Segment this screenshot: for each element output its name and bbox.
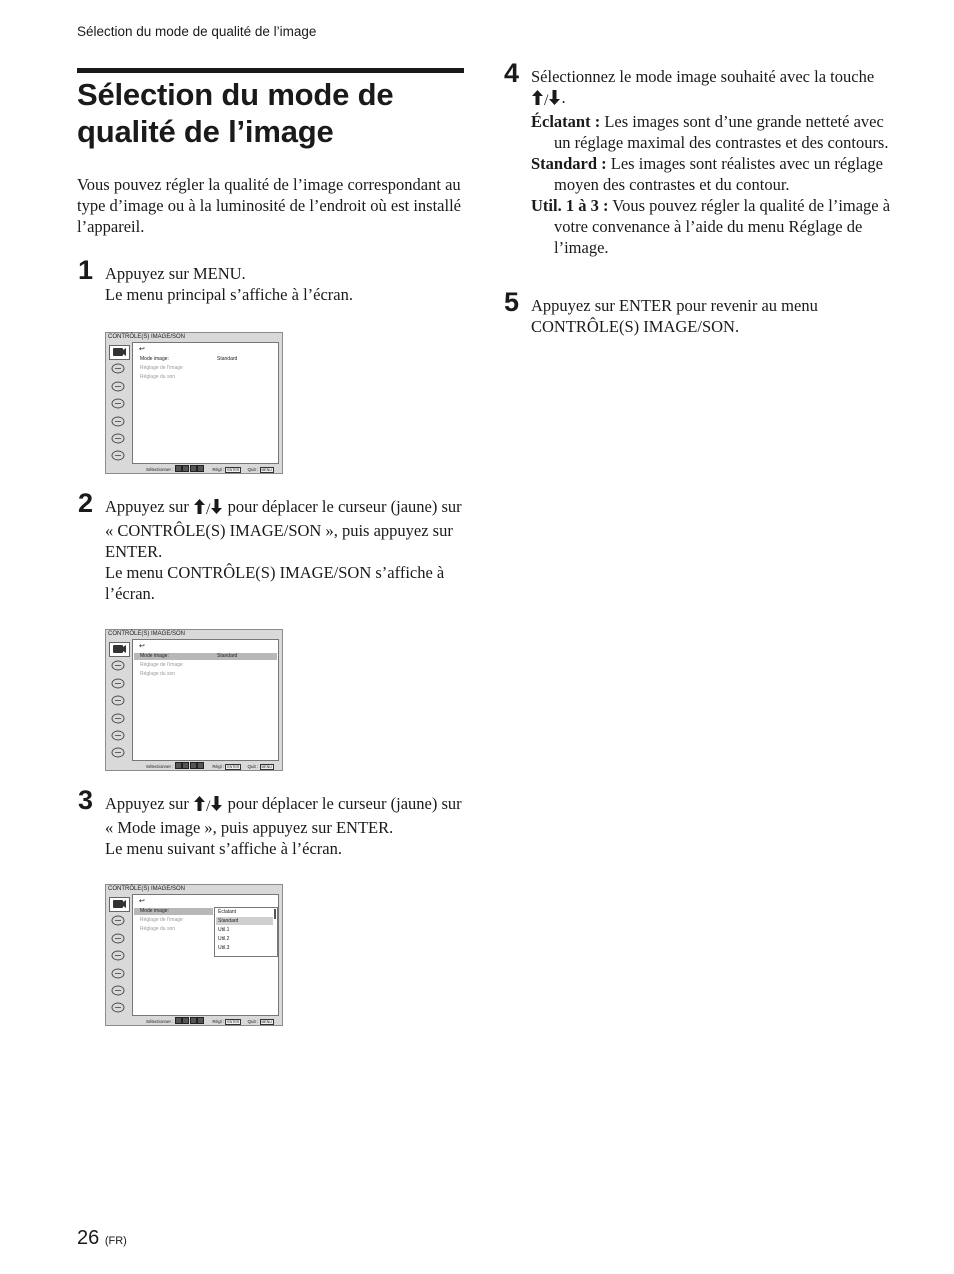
enter-key: ENTER — [227, 1019, 240, 1024]
step-3-instruction: Appuyez sur / pour déplacer le curseur (jaune) sur « Mode image », puis appuyez sur ENTER. — [105, 794, 462, 837]
menu-key: MENU — [261, 1019, 272, 1024]
screen-icon-column — [109, 642, 132, 764]
screen-title: CONTRÔLE(S) IMAGE/SON — [108, 886, 186, 892]
row-mode-image — [140, 653, 238, 660]
screen-icon — [109, 932, 129, 947]
menu-screen-1 — [105, 332, 283, 474]
step-1-result: Le menu principal s’affiche à l’écran. — [105, 285, 353, 304]
picture-sound-icon — [109, 642, 130, 657]
step-3-number: 3 — [78, 785, 94, 815]
option-eclatant: Éclatant : Les images sont d’une grande netteté avec un réglage maximal des contrastes et des contours. — [531, 112, 889, 152]
picture-icon — [109, 362, 129, 377]
row-label: Mode image: — [140, 356, 169, 362]
row-reglage-son: Réglage du son — [140, 926, 176, 932]
popup-option: Standard — [218, 918, 239, 924]
return-icon: ↩ — [139, 643, 145, 650]
info-icon — [109, 449, 129, 464]
up-down-arrows-icon: / — [193, 498, 223, 520]
step-2-text — [105, 496, 465, 604]
step-4-number: 4 — [504, 58, 520, 88]
screen-icon-column — [109, 345, 132, 467]
return-icon: ↩ — [139, 898, 145, 905]
step-2-number: 2 — [78, 488, 94, 518]
screen-panel — [132, 639, 279, 761]
step-5-text: Appuyez sur ENTER pour revenir au menu CONTRÔLE(S) IMAGE/SON. — [531, 296, 818, 336]
return-icon: ↩ — [139, 346, 145, 353]
menu-screen-3 — [105, 884, 283, 1026]
option-util: Util. 1 à 3 : Vous pouvez régler la qualité de l’image à votre convenance à l’aide du menu Réglage de l’image. — [531, 196, 891, 257]
popup-option: Util.2 — [218, 936, 230, 942]
popup-option: Util.3 — [218, 945, 230, 951]
step-1-number: 1 — [78, 255, 94, 285]
picture-icon — [109, 914, 129, 929]
input-icon — [109, 415, 129, 430]
running-header: Sélection du mode de qualité de l’image — [77, 24, 317, 39]
input-icon — [109, 967, 129, 982]
step-2-result: Le menu CONTRÔLE(S) IMAGE/SON s’affiche à l’écran. — [105, 563, 445, 603]
step-4-text — [531, 66, 891, 258]
popup-option: Éclatant — [218, 909, 237, 915]
picture-sound-icon — [109, 897, 130, 912]
setup-icon — [109, 694, 129, 709]
step-1-instruction: Appuyez sur MENU. — [105, 264, 246, 283]
footer-set-label: Régl : — [212, 1019, 225, 1024]
row-reglage-image: Réglage de l’image — [140, 917, 183, 923]
timer-icon — [109, 729, 129, 744]
row-reglage-image: Réglage de l’image — [140, 662, 183, 668]
setup-icon — [109, 949, 129, 964]
screen-footer — [146, 465, 274, 473]
menu-key: MENU — [261, 467, 272, 472]
option-standard: Standard : Les images sont réalistes avec un réglage moyen des contrastes et du contour. — [531, 154, 883, 194]
step-2-instruction: Appuyez sur / pour déplacer le curseur (jaune) sur « CONTRÔLE(S) IMAGE/SON », puis appuyez sur ENTER. — [105, 497, 462, 561]
footer-select-label: Sélectionner : — [146, 1019, 174, 1024]
input-icon — [109, 712, 129, 727]
screen-panel — [132, 342, 279, 464]
picture-icon — [109, 659, 129, 674]
footer-quit-label: Quit : — [247, 764, 259, 769]
row-label: Mode image: — [140, 653, 169, 659]
row-reglage-son: Réglage du son — [140, 671, 176, 677]
row-mode-image — [140, 356, 238, 363]
timer-icon — [109, 984, 129, 999]
page-title: Sélection du mode de qualité de l’image — [77, 77, 394, 149]
page-language: (FR) — [104, 1235, 127, 1247]
picture-sound-icon — [109, 345, 130, 360]
footer-select-label: Sélectionner : — [146, 764, 174, 769]
mode-image-popup — [214, 907, 278, 957]
row-value: Standard — [217, 356, 238, 362]
up-down-arrows-icon: / — [531, 89, 561, 111]
row-value: Standard — [217, 653, 238, 659]
screen-icon — [109, 380, 129, 395]
footer-set-label: Régl : — [212, 467, 225, 472]
row-mode-image: Mode image: — [140, 908, 169, 914]
screen-title: CONTRÔLE(S) IMAGE/SON — [108, 631, 186, 637]
row-reglage-son: Réglage du son — [140, 374, 176, 380]
info-icon — [109, 1001, 129, 1016]
intro-paragraph: Vous pouvez régler la qualité de l’image correspondant au type d’image ou à la luminosité de l’endroit où est installé l’appareil. — [77, 175, 461, 236]
up-down-arrows-icon: / — [193, 795, 223, 817]
row-reglage-image: Réglage de l’image — [140, 365, 183, 371]
timer-icon — [109, 432, 129, 447]
setup-icon — [109, 397, 129, 412]
step-1-text — [105, 263, 470, 305]
enter-key: ENTER — [227, 467, 240, 472]
title-rule — [77, 68, 464, 73]
screen-panel — [132, 894, 279, 1016]
step-5-number: 5 — [504, 287, 520, 317]
footer-quit-label: Quit : — [247, 467, 259, 472]
screen-footer — [146, 762, 274, 770]
footer-set-label: Régl : — [212, 764, 225, 769]
menu-key: MENU — [261, 764, 272, 769]
step-4-instruction: Sélectionnez le mode image souhaité avec la touche / . — [531, 67, 875, 109]
step-3-text — [105, 793, 465, 859]
step-3-result: Le menu suivant s’affiche à l’écran. — [105, 839, 343, 858]
page-number: 26 (FR) — [77, 1227, 127, 1249]
screen-footer — [146, 1017, 274, 1025]
screen-icon — [109, 677, 129, 692]
enter-key: ENTER — [227, 764, 240, 769]
screen-icon-column — [109, 897, 132, 1019]
footer-select-label: Sélectionner : — [146, 467, 174, 472]
menu-screen-2 — [105, 629, 283, 771]
screen-title: CONTRÔLE(S) IMAGE/SON — [108, 334, 186, 340]
popup-option: Util.1 — [218, 927, 230, 933]
footer-quit-label: Quit : — [247, 1019, 259, 1024]
info-icon — [109, 746, 129, 761]
popup-scrollbar — [274, 909, 276, 919]
